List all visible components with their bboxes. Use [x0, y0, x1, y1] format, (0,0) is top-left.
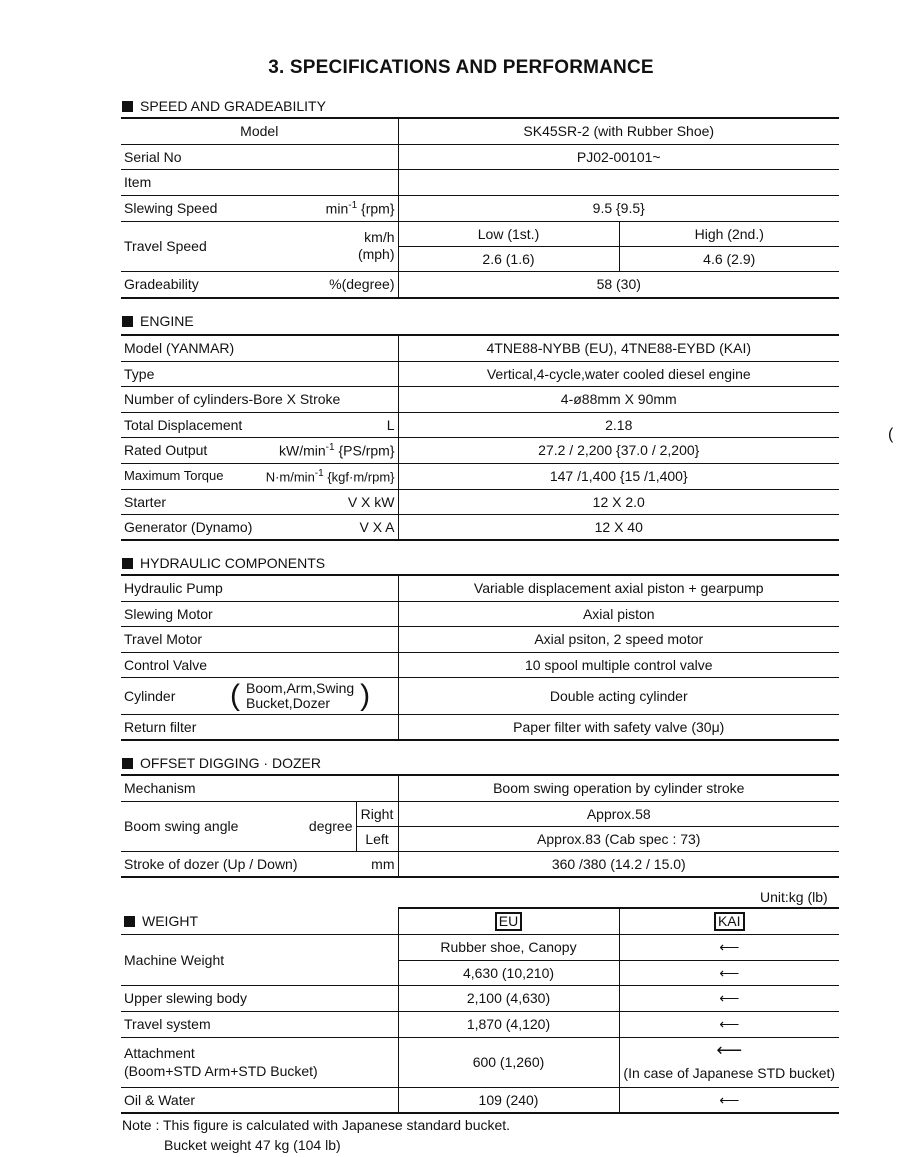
footnote-line-2: Bucket weight 47 kg (104 lb) [164, 1137, 341, 1153]
footnote-line-1: Note : This figure is calculated with Japanese standard bucket. [122, 1117, 511, 1133]
square-bullet-icon [122, 758, 133, 769]
page-title: 3. SPECIFICATIONS AND PERFORMANCE [268, 57, 654, 78]
engine-row [121, 335, 839, 361]
left-label: Left [356, 826, 398, 851]
cylinder-label: Cylinder [124, 687, 176, 704]
engine-row-label: Generator (Dynamo) [124, 518, 253, 535]
hydraulic-pump-value: Variable displacement axial piston + gearpump [398, 575, 839, 601]
oil-water-label: Oil & Water [121, 1087, 398, 1113]
gradeability-unit: %(degree) [329, 276, 395, 293]
serial-label: Serial No [121, 144, 398, 169]
serial-value: PJ02-00101~ [398, 144, 839, 169]
same-as-left-arrow-icon: ⟵ [716, 1040, 743, 1060]
slewing-motor-label: Slewing Motor [121, 601, 398, 626]
weight-table [121, 907, 839, 1114]
control-valve-value: 10 spool multiple control valve [398, 652, 839, 677]
engine-row-value: 4TNE88-NYBB (EU), 4TNE88-EYBD (KAI) [398, 335, 839, 361]
stroke-label: Stroke of dozer (Up / Down) [124, 855, 298, 872]
same-as-left-arrow-icon: ⟵ [619, 934, 839, 960]
cylinder-value: Double acting cylinder [398, 677, 839, 714]
engine-row [121, 412, 839, 437]
oil-water-value: 109 (240) [398, 1087, 619, 1113]
eu-column-badge: EU [495, 912, 522, 931]
engine-row-unit: V X kW [347, 493, 395, 510]
weight-heading: WEIGHT [142, 912, 198, 929]
gradeability-value: 58 (30) [596, 276, 641, 293]
same-as-left-arrow-icon: ⟵ [619, 985, 839, 1011]
speed-table [121, 117, 839, 299]
mechanism-label: Mechanism [121, 775, 398, 801]
section-hydraulic-heading: HYDRAULIC COMPONENTS [122, 555, 325, 571]
engine-row-value: 2.18 [398, 412, 839, 437]
slewing-motor-value: Axial piston [398, 601, 839, 626]
upper-slewing-label: Upper slewing body [121, 985, 398, 1011]
return-filter-value: Paper filter with safety valve (30μ) [513, 718, 725, 735]
square-bullet-icon [122, 316, 133, 327]
engine-row-unit: $kW/\min^{-1}$ {PS/rpm} [279, 441, 395, 459]
travel-low-label: Low (1st.) [398, 221, 619, 246]
left-value: Approx.83 (Cab spec : 73) [398, 826, 839, 851]
item-label: Item [121, 169, 398, 195]
offset-table [121, 774, 839, 878]
engine-row-value: 12 X 40 [594, 518, 643, 535]
engine-row [121, 361, 839, 386]
kai-column-badge: KAI [714, 912, 745, 931]
engine-row-label: Model (YANMAR) [124, 340, 235, 357]
engine-row-label: Total Displacement [124, 416, 243, 433]
section-engine-heading: ENGINE [122, 313, 194, 329]
engine-table [121, 334, 839, 541]
travel-low-value: 2.6 (1.6) [398, 246, 619, 271]
mechanism-value: Boom swing operation by cylinder stroke [398, 775, 839, 801]
travel-system-value: 1,870 (4,120) [398, 1011, 619, 1037]
square-bullet-icon [124, 916, 135, 927]
stroke-value: 360 /380 (14.2 / 15.0) [551, 855, 686, 872]
travel-motor-label: Travel Motor [121, 626, 398, 652]
cylinder-types: Boom,Arm,Swing Bucket,Dozer [246, 679, 355, 711]
attachment-kai-note: (In case of Japanese STD bucket) [623, 1065, 836, 1081]
engine-row-label: Number of cylinders-Bore X Stroke [124, 391, 341, 407]
square-bullet-icon [122, 101, 133, 112]
boom-swing-unit: degree [308, 818, 353, 834]
margin-mark: ( [888, 426, 894, 443]
gradeability-label: Gradeability [124, 276, 199, 293]
section-speed-heading: SPEED AND GRADEABILITY [122, 98, 326, 114]
engine-row-value: 12 X 2.0 [398, 489, 839, 514]
control-valve-label: Control Valve [121, 652, 398, 677]
engine-row-value: 4-ø88mm X 90mm [398, 386, 839, 412]
engine-row [121, 514, 839, 540]
hydraulic-table [121, 574, 839, 741]
engine-row-unit: $N\cdot m/\min^{-1}$ {kgf·m/rpm} [265, 467, 395, 485]
engine-row-value: 27.2 / 2,200 {37.0 / 2,200} [398, 437, 839, 463]
travel-high-label: High (2nd.) [619, 221, 839, 246]
right-paren-glyph: ) [360, 678, 371, 712]
engine-row-label: Rated Output [124, 442, 208, 458]
engine-row [121, 437, 839, 463]
weight-unit-note: Unit:kg (lb) [760, 889, 828, 905]
same-as-left-arrow-icon: ⟵ [619, 960, 839, 985]
engine-row-label: Starter [124, 493, 167, 510]
travel-speed-label: Travel Speed [124, 238, 207, 254]
left-paren-glyph: ( [230, 678, 240, 712]
model-value: SK45SR-2 (with Rubber Shoe) [398, 118, 839, 144]
slewing-speed-label: Slewing Speed [124, 200, 218, 216]
engine-row-label: Type [124, 365, 155, 382]
travel-motor-value: Axial psiton, 2 speed motor [398, 626, 839, 652]
machine-weight-label: Machine Weight [121, 934, 398, 985]
engine-row-label: Maximum Torque [124, 468, 224, 484]
same-as-left-arrow-icon: ⟵ [619, 1011, 839, 1037]
same-as-left-arrow-icon: ⟵ [719, 1091, 740, 1108]
right-label: Right [356, 801, 398, 826]
engine-row [121, 386, 839, 412]
attachment-value: 600 (1,260) [398, 1037, 619, 1087]
stroke-unit: mm [371, 855, 395, 872]
return-filter-label: Return filter [121, 714, 398, 740]
engine-row [121, 463, 839, 489]
travel-high-value: 4.6 (2.9) [619, 246, 839, 271]
engine-row-unit: L [386, 416, 395, 433]
square-bullet-icon [122, 558, 133, 569]
attachment-label: Attachment (Boom+STD Arm+STD Bucket) [121, 1037, 398, 1087]
boom-swing-label: Boom swing angle [124, 818, 239, 834]
travel-speed-unit: km/h (mph) [357, 229, 395, 262]
section-offset-heading: OFFSET DIGGING · DOZER [122, 755, 321, 771]
engine-row-value: Vertical,4-cycle,water cooled diesel engine [398, 361, 839, 386]
model-label: Model [121, 118, 398, 144]
hydraulic-pump-label: Hydraulic Pump [121, 575, 398, 601]
engine-row [121, 489, 839, 514]
machine-weight-value: 4,630 (10,210) [398, 960, 619, 985]
upper-slewing-value: 2,100 (4,630) [398, 985, 619, 1011]
right-value: Approx.58 [398, 801, 839, 826]
slewing-speed-unit: $\min^{-1} \{rpm\}$ [325, 199, 395, 217]
engine-row-unit: V X A [359, 518, 395, 535]
footnote [122, 1115, 510, 1155]
machine-weight-sub: Rubber shoe, Canopy [398, 934, 619, 960]
travel-system-label: Travel system [121, 1011, 398, 1037]
slewing-speed-value: 9.5 {9.5} [398, 195, 839, 221]
engine-row-value: 147 /1,400 {15 /1,400} [398, 463, 839, 489]
